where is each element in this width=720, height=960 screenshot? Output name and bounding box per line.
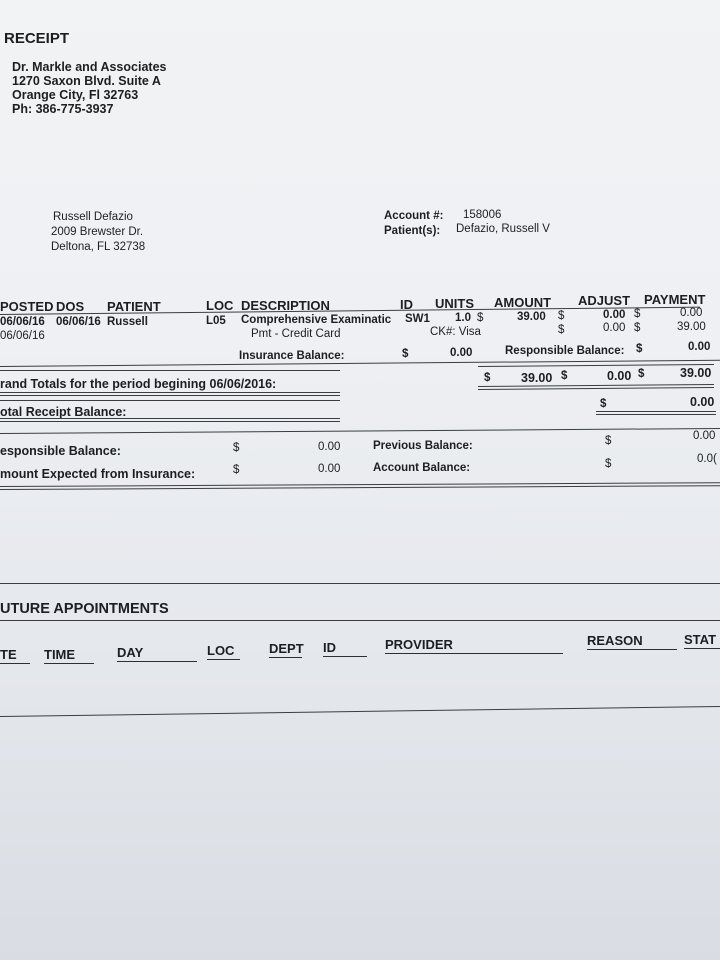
summary-insurance-cur: $ [233, 464, 240, 476]
row2-posted: 06/06/16 [0, 330, 45, 342]
insurance-divider [0, 360, 720, 367]
row1-amount-cur: $ [477, 312, 484, 324]
receipt-title: RECEIPT [4, 30, 70, 47]
total-receipt-value: 0.00 [690, 395, 715, 409]
col-payment: PAYMENT [644, 292, 706, 307]
summary-responsible-cur: $ [233, 442, 240, 454]
insurance-balance-value: 0.00 [450, 347, 473, 359]
appointments-title-underline [0, 620, 720, 621]
appt-col-dept: DEPT [269, 641, 304, 656]
row1-description: Comprehensive Examinatic [241, 314, 391, 326]
summary-previous-label: Previous Balance: [373, 440, 473, 452]
appt-col-time: TIME [44, 647, 94, 664]
col-dos: DOS [56, 299, 85, 314]
row2-payment-cur: $ [634, 322, 641, 334]
summary-insurance-value: 0.00 [318, 463, 341, 475]
row2-ck: CK#: Visa [430, 326, 481, 338]
row1-payment-cur: $ [634, 308, 641, 320]
col-id: ID [400, 297, 413, 312]
grand-values-underline [478, 384, 714, 390]
practice-name: Dr. Markle and Associates [12, 60, 167, 74]
summary-account-value: 0.0( [697, 453, 717, 465]
row1-adjust: 0.00 [603, 309, 626, 321]
row1-adjust-cur: $ [558, 310, 565, 322]
row1-posted: 06/06/16 [0, 316, 45, 328]
grand-top-line [0, 370, 340, 371]
grand-totals-label: rand Totals for the period begining 06/06/2016: [0, 377, 277, 391]
grand-adjust-cur: $ [561, 370, 568, 382]
grand-payment-cur: $ [638, 368, 645, 380]
account-label: Account #: [384, 210, 444, 222]
summary-previous-value: 0.00 [693, 430, 716, 442]
total-receipt-cur: $ [600, 398, 607, 410]
practice-address1: 1270 Saxon Blvd. Suite A [12, 74, 161, 88]
insurance-balance-label: Insurance Balance: [239, 350, 345, 362]
summary-account-cur: $ [605, 458, 612, 470]
responsible-line-cur: $ [636, 343, 643, 355]
patients-label: Patient(s): [384, 225, 441, 237]
row1-loc: L05 [206, 315, 226, 327]
appointments-bottom-line [0, 706, 720, 717]
col-units: UNITS [435, 296, 474, 311]
grand-amount-cur: $ [484, 372, 491, 384]
patient-name: Russell Defazio [53, 211, 133, 223]
grand-values-top-line [478, 364, 714, 367]
col-description: DESCRIPTION [241, 298, 330, 313]
responsible-line-value: 0.00 [688, 341, 711, 353]
appt-col-reason: REASON [587, 633, 677, 650]
insurance-balance-cur: $ [402, 348, 409, 360]
patient-city: Deltona, FL 32738 [51, 241, 146, 253]
summary-insurance-label: mount Expected from Insurance: [0, 467, 196, 481]
col-patient: PATIENT [107, 299, 161, 314]
row1-amount: 39.00 [517, 311, 546, 323]
summary-responsible-label: esponsible Balance: [0, 444, 121, 458]
col-adjust: ADJUST [578, 293, 631, 308]
appt-col-date: TE [0, 647, 30, 664]
col-posted: POSTED [0, 299, 54, 314]
row2-amount-cur: $ [558, 324, 565, 336]
row1-id: SW1 [405, 313, 430, 325]
col-loc: LOC [206, 298, 234, 313]
practice-phone: Ph: 386-775-3937 [12, 102, 114, 116]
total-receipt-underline [0, 418, 340, 422]
account-value: 158006 [463, 209, 502, 221]
patient-street: 2009 Brewster Dr. [51, 226, 144, 238]
row2-description: Pmt - Credit Card [251, 328, 341, 340]
col-amount: AMOUNT [494, 295, 552, 310]
total-receipt-top-line [0, 400, 340, 401]
summary-previous-cur: $ [605, 435, 612, 447]
summary-bottom-divider [0, 482, 720, 490]
grand-payment: 39.00 [680, 366, 712, 380]
row1-patient: Russell [107, 316, 148, 328]
appt-col-day: DAY [117, 645, 197, 662]
total-receipt-label: otal Receipt Balance: [0, 405, 127, 419]
summary-top-divider [0, 428, 720, 434]
appointments-title: UTURE APPOINTMENTS [0, 601, 169, 617]
summary-account-label: Account Balance: [373, 462, 471, 474]
row1-units: 1.0 [455, 312, 471, 324]
total-receipt-values-underline [596, 411, 716, 415]
patients-value: Defazio, Russell V [456, 223, 550, 235]
appt-col-loc: LOC [207, 643, 240, 660]
summary-responsible-value: 0.00 [318, 441, 341, 453]
appt-col-id: ID [323, 640, 367, 657]
row2-payment: 39.00 [677, 321, 706, 333]
responsible-line-label: Responsible Balance: [505, 345, 625, 357]
grand-adjust: 0.00 [607, 369, 632, 383]
row1-payment: 0.00 [680, 307, 703, 319]
appt-col-provider: PROVIDER [385, 637, 563, 654]
practice-address2: Orange City, Fl 32763 [12, 88, 139, 102]
grand-underline [0, 392, 340, 396]
appt-col-status: STAT [684, 632, 720, 649]
appointments-top-line [0, 583, 720, 584]
row1-dos: 06/06/16 [56, 316, 101, 328]
grand-amount: 39.00 [521, 371, 553, 385]
row2-adjust: 0.00 [603, 322, 626, 334]
